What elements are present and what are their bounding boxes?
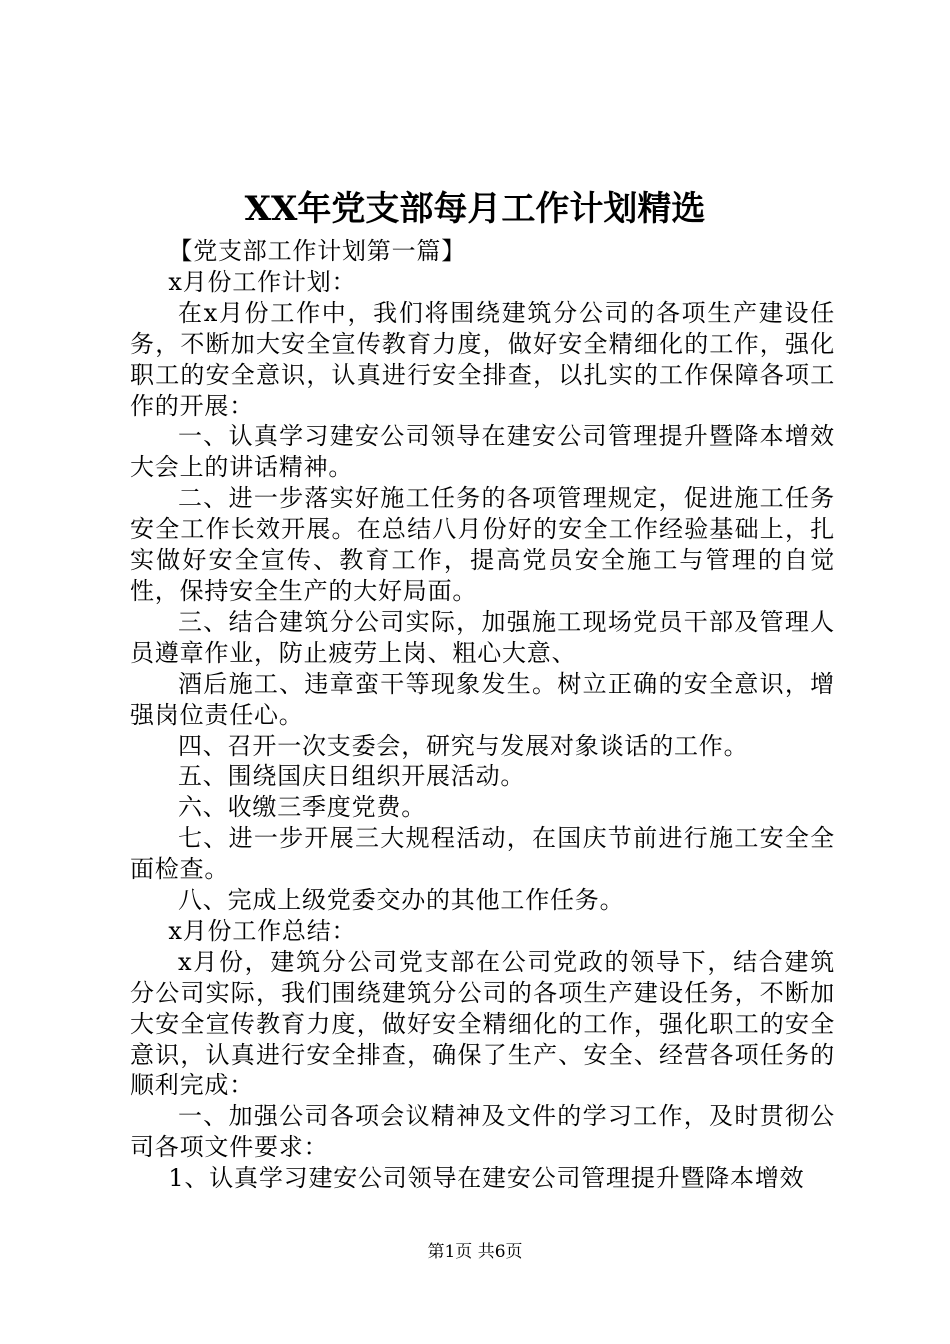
paragraph: 七、进一步开展三大规程活动，在国庆节前进行施工安全全面检查。 (130, 824, 835, 884)
document-title: XX年党支部每月工作计划精选 (244, 189, 706, 229)
paragraph: 酒后施工、违章蛮干等现象发生。树立正确的安全意识，增强岗位责任心。 (130, 669, 835, 729)
paragraph: 一、加强公司各项会议精神及文件的学习工作，及时贯彻公司各项文件要求： (130, 1102, 835, 1162)
paragraph: 三、结合建筑分公司实际，加强施工现场党员干部及管理人员遵章作业，防止疲劳上岗、粗心大意、 (130, 607, 835, 667)
subheading-plan: x月份工作计划： (168, 267, 357, 296)
paragraph: 八、完成上级党委交办的其他工作任务。 (178, 886, 625, 915)
paragraph: 1、认真学习建安公司领导在建安公司管理提升暨降本增效 (168, 1164, 805, 1193)
subheading-summary: x月份工作总结： (168, 916, 357, 945)
paragraph: 五、围绕国庆日组织开展活动。 (178, 762, 526, 791)
paragraph: 六、收缴三季度党费。 (178, 793, 426, 822)
paragraph: x月份，建筑分公司党支部在公司党政的领导下，结合建筑分公司实际，我们围绕建筑分公司的各项生产建设任务，不断加大安全宣传教育力度，做好安全精细化的工作，强化职工的安全意识，认真进行安全排查，确保了生产、安全、经营各项任务的顺利完成： (130, 947, 835, 1100)
paragraph: 四、召开一次支委会，研究与发展对象谈话的工作。 (178, 731, 749, 760)
section-heading: 【党支部工作计划第一篇】 (168, 237, 466, 265)
paragraph: 二、进一步落实好施工任务的各项管理规定，促进施工任务安全工作长效开展。在总结八月份好的安全工作经验基础上，扎实做好安全宣传、教育工作，提高党员安全施工与管理的自觉性，保持安全生产的大好局面。 (130, 484, 835, 605)
paragraph: 在x月份工作中，我们将围绕建筑分公司的各项生产建设任务，不断加大安全宣传教育力度，做好安全精细化的工作，强化职工的安全意识，认真进行安全排查，以扎实的工作保障各项工作的开展： (130, 298, 835, 420)
page-footer: 第1页 共6页 (427, 1242, 523, 1262)
paragraph: 一、认真学习建安公司领导在建安公司管理提升暨降本增效大会上的讲话精神。 (130, 422, 835, 482)
document-body (130, 236, 835, 1194)
